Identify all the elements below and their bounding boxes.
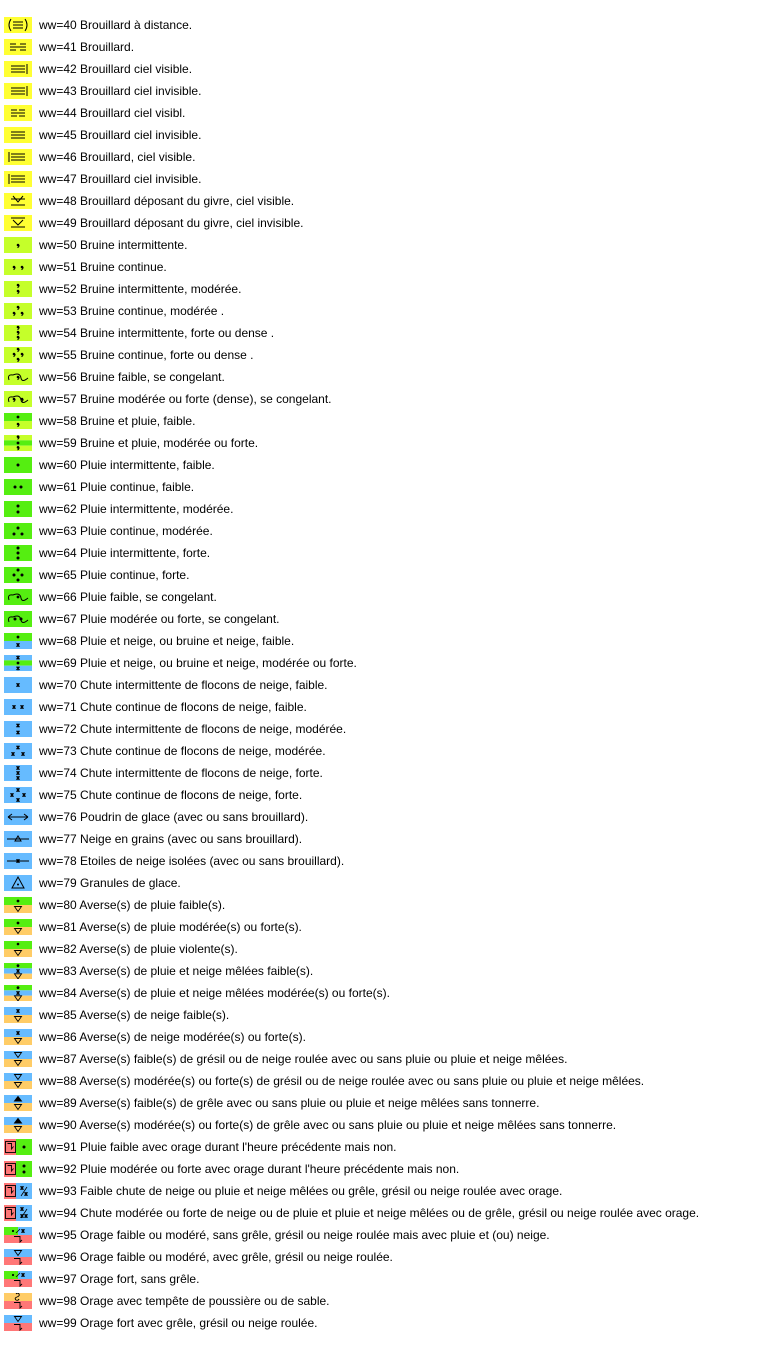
legend-row xyxy=(4,1246,699,1268)
legend-label: ww=59 Bruine et pluie, modérée ou forte. xyxy=(39,436,259,450)
legend-row xyxy=(4,168,699,190)
legend-label: ww=76 Poudrin de glace (avec ou sans brouillard). xyxy=(39,810,309,824)
legend-row xyxy=(4,894,699,916)
legend-label: ww=89 Averse(s) faible(s) de grêle avec ou sans pluie ou pluie et neige mêlées sans tonnerre. xyxy=(39,1096,540,1110)
hail-shower-icon xyxy=(4,1095,32,1111)
legend-label: ww=77 Neige en grains (avec ou sans brouillard). xyxy=(39,832,303,846)
rain-and-snow-icon xyxy=(4,655,32,671)
graupel-shower-icon xyxy=(4,1073,32,1089)
legend-label: ww=62 Pluie intermittente, modérée. xyxy=(39,502,234,516)
drizzle-icon xyxy=(4,347,32,363)
rain-shower-icon xyxy=(4,941,32,957)
legend-label: ww=63 Pluie continue, modérée. xyxy=(39,524,213,538)
legend-row xyxy=(4,344,699,366)
legend-label: ww=84 Averse(s) de pluie et neige mêlées modérée(s) ou forte(s). xyxy=(39,986,390,1000)
legend-label: ww=72 Chute intermittente de flocons de neige, modérée. xyxy=(39,722,347,736)
legend-label: ww=52 Bruine intermittente, modérée. xyxy=(39,282,242,296)
legend-row xyxy=(4,784,699,806)
hail-shower-icon xyxy=(4,1117,32,1133)
thunderstorm-past-hour-snow-icon xyxy=(4,1205,32,1221)
legend-row xyxy=(4,36,699,58)
legend-row xyxy=(4,1048,699,1070)
freezing-drizzle-icon xyxy=(4,391,32,407)
rain-snow-shower-icon xyxy=(4,963,32,979)
snow-star-crystals-icon xyxy=(4,853,32,869)
legend-label: ww=82 Averse(s) de pluie violente(s). xyxy=(39,942,238,956)
legend-row xyxy=(4,432,699,454)
thunderstorm-past-hour-rain-icon xyxy=(4,1161,32,1177)
legend-row xyxy=(4,586,699,608)
legend-label: ww=68 Pluie et neige, ou bruine et neige, faible. xyxy=(39,634,295,648)
legend-label: ww=64 Pluie intermittente, forte. xyxy=(39,546,211,560)
drizzle-icon xyxy=(4,303,32,319)
legend-label: ww=49 Brouillard déposant du givre, ciel invisible. xyxy=(39,216,304,230)
legend-row xyxy=(4,256,699,278)
legend-row xyxy=(4,1268,699,1290)
legend-row xyxy=(4,542,699,564)
legend-row xyxy=(4,80,699,102)
legend-label: ww=58 Bruine et pluie, faible. xyxy=(39,414,196,428)
drizzle-and-rain-icon xyxy=(4,435,32,451)
ww-weather-code-legend xyxy=(4,14,699,1334)
legend-label: ww=71 Chute continue de flocons de neige, faible. xyxy=(39,700,307,714)
legend-row xyxy=(4,1224,699,1246)
legend-row xyxy=(4,1092,699,1114)
legend-label: ww=80 Averse(s) de pluie faible(s). xyxy=(39,898,226,912)
legend-label: ww=60 Pluie intermittente, faible. xyxy=(39,458,215,472)
heavy-thunderstorm-icon xyxy=(4,1271,32,1287)
legend-row xyxy=(4,1026,699,1048)
legend-row xyxy=(4,366,699,388)
legend-row xyxy=(4,322,699,344)
legend-row xyxy=(4,410,699,432)
rain-icon xyxy=(4,567,32,583)
fog-patchy-icon xyxy=(4,39,32,55)
legend-row xyxy=(4,520,699,542)
heavy-thunderstorm-hail-icon xyxy=(4,1315,32,1331)
legend-label: ww=69 Pluie et neige, ou bruine et neige, modérée ou forte. xyxy=(39,656,357,670)
legend-row xyxy=(4,652,699,674)
legend-row xyxy=(4,454,699,476)
legend-label: ww=88 Averse(s) modérée(s) ou forte(s) de grésil ou de neige roulée avec ou sans pluie ou pluie et neige mêlées. xyxy=(39,1074,645,1088)
freezing-rain-icon xyxy=(4,589,32,605)
snow-grains-icon xyxy=(4,831,32,847)
legend-label: ww=54 Bruine intermittente, forte ou dense . xyxy=(39,326,275,340)
rain-icon xyxy=(4,501,32,517)
thunderstorm-past-hour-snow-icon xyxy=(4,1183,32,1199)
legend-label: ww=61 Pluie continue, faible. xyxy=(39,480,195,494)
legend-row xyxy=(4,388,699,410)
legend-row xyxy=(4,718,699,740)
legend-label: ww=53 Bruine continue, modérée . xyxy=(39,304,225,318)
legend-label: ww=48 Brouillard déposant du givre, ciel visible. xyxy=(39,194,295,208)
legend-row xyxy=(4,674,699,696)
legend-row xyxy=(4,740,699,762)
fog-distant-icon xyxy=(4,17,32,33)
legend-row xyxy=(4,476,699,498)
legend-label: ww=97 Orage fort, sans grêle. xyxy=(39,1272,200,1286)
rime-fog-sky-visible-icon xyxy=(4,193,32,209)
rain-and-snow-icon xyxy=(4,633,32,649)
rain-icon xyxy=(4,457,32,473)
legend-row xyxy=(4,872,699,894)
drizzle-and-rain-icon xyxy=(4,413,32,429)
fog-steady-sky-invisible-icon xyxy=(4,127,32,143)
legend-row xyxy=(4,916,699,938)
legend-label: ww=46 Brouillard, ciel visible. xyxy=(39,150,196,164)
fog-thickening-sky-invisible-icon xyxy=(4,171,32,187)
legend-label: ww=92 Pluie modérée ou forte avec orage durant l'heure précédente mais non. xyxy=(39,1162,460,1176)
legend-label: ww=43 Brouillard ciel invisible. xyxy=(39,84,202,98)
thunderstorm-dust-icon xyxy=(4,1293,32,1309)
rain-icon xyxy=(4,545,32,561)
thunderstorm-icon xyxy=(4,1227,32,1243)
rain-icon xyxy=(4,479,32,495)
legend-label: ww=94 Chute modérée ou forte de neige ou de pluie et pluie et neige mêlées ou de grêle, grésil ou neige roulée avec orage. xyxy=(39,1206,700,1220)
legend-label: ww=73 Chute continue de flocons de neige, modérée. xyxy=(39,744,326,758)
legend-row xyxy=(4,1290,699,1312)
legend-label: ww=42 Brouillard ciel visible. xyxy=(39,62,193,76)
legend-row xyxy=(4,1202,699,1224)
legend-row xyxy=(4,102,699,124)
fog-thinning-sky-visible-icon xyxy=(4,61,32,77)
legend-row xyxy=(4,1312,699,1334)
legend-row xyxy=(4,146,699,168)
snowflake-icon xyxy=(4,765,32,781)
rain-shower-icon xyxy=(4,897,32,913)
legend-row xyxy=(4,1136,699,1158)
legend-label: ww=51 Bruine continue. xyxy=(39,260,167,274)
legend-row xyxy=(4,608,699,630)
rain-shower-icon xyxy=(4,919,32,935)
fog-thinning-sky-invisible-icon xyxy=(4,83,32,99)
legend-row xyxy=(4,806,699,828)
legend-row xyxy=(4,762,699,784)
legend-label: ww=90 Averse(s) modérée(s) ou forte(s) de grêle avec ou sans pluie ou pluie et neige mêlées sans tonnerre. xyxy=(39,1118,617,1132)
snowflake-icon xyxy=(4,699,32,715)
legend-row xyxy=(4,300,699,322)
legend-label: ww=91 Pluie faible avec orage durant l'heure précédente mais non. xyxy=(39,1140,397,1154)
legend-row xyxy=(4,982,699,1004)
snowflake-icon xyxy=(4,721,32,737)
legend-row xyxy=(4,850,699,872)
drizzle-icon xyxy=(4,259,32,275)
legend-row xyxy=(4,1180,699,1202)
legend-label: ww=66 Pluie faible, se congelant. xyxy=(39,590,217,604)
legend-label: ww=50 Bruine intermittente. xyxy=(39,238,188,252)
legend-row xyxy=(4,124,699,146)
ice-needles-arrow-icon xyxy=(4,809,32,825)
legend-row xyxy=(4,1114,699,1136)
legend-row xyxy=(4,1004,699,1026)
thunderstorm-past-hour-rain-icon xyxy=(4,1139,32,1155)
snowflake-icon xyxy=(4,743,32,759)
legend-label: ww=41 Brouillard. xyxy=(39,40,135,54)
drizzle-icon xyxy=(4,237,32,253)
legend-label: ww=40 Brouillard à distance. xyxy=(39,18,193,32)
legend-label: ww=78 Etoiles de neige isolées (avec ou sans brouillard). xyxy=(39,854,345,868)
legend-row xyxy=(4,278,699,300)
thunderstorm-hail-icon xyxy=(4,1249,32,1265)
legend-label: ww=55 Bruine continue, forte ou dense . xyxy=(39,348,254,362)
legend-label: ww=95 Orage faible ou modéré, sans grêle, grésil ou neige roulée mais avec pluie et (ou) neige. xyxy=(39,1228,550,1242)
rime-fog-sky-invisible-icon xyxy=(4,215,32,231)
legend-row xyxy=(4,960,699,982)
legend-row xyxy=(4,696,699,718)
legend-label: ww=45 Brouillard ciel invisible. xyxy=(39,128,202,142)
legend-label: ww=70 Chute intermittente de flocons de neige, faible. xyxy=(39,678,328,692)
fog-steady-sky-visible-icon xyxy=(4,105,32,121)
legend-row xyxy=(4,564,699,586)
graupel-shower-icon xyxy=(4,1051,32,1067)
legend-label: ww=65 Pluie continue, forte. xyxy=(39,568,190,582)
freezing-drizzle-icon xyxy=(4,369,32,385)
legend-row xyxy=(4,212,699,234)
legend-label: ww=83 Averse(s) de pluie et neige mêlées faible(s). xyxy=(39,964,314,978)
snowflake-icon xyxy=(4,787,32,803)
legend-label: ww=56 Bruine faible, se congelant. xyxy=(39,370,225,384)
legend-row xyxy=(4,234,699,256)
legend-row xyxy=(4,498,699,520)
freezing-rain-icon xyxy=(4,611,32,627)
drizzle-icon xyxy=(4,281,32,297)
legend-label: ww=96 Orage faible ou modéré, avec grêle, grésil ou neige roulée. xyxy=(39,1250,393,1264)
legend-label: ww=98 Orage avec tempête de poussière ou de sable. xyxy=(39,1294,330,1308)
snow-shower-icon xyxy=(4,1007,32,1023)
legend-label: ww=85 Averse(s) de neige faible(s). xyxy=(39,1008,230,1022)
rain-icon xyxy=(4,523,32,539)
legend-row xyxy=(4,630,699,652)
snow-shower-icon xyxy=(4,1029,32,1045)
legend-row xyxy=(4,938,699,960)
legend-row xyxy=(4,1158,699,1180)
drizzle-icon xyxy=(4,325,32,341)
legend-label: ww=79 Granules de glace. xyxy=(39,876,181,890)
legend-row xyxy=(4,828,699,850)
fog-thickening-sky-visible-icon xyxy=(4,149,32,165)
legend-row xyxy=(4,1070,699,1092)
legend-label: ww=57 Bruine modérée ou forte (dense), se congelant. xyxy=(39,392,332,406)
ice-pellets-triangle-icon xyxy=(4,875,32,891)
legend-label: ww=74 Chute intermittente de flocons de neige, forte. xyxy=(39,766,323,780)
legend-label: ww=47 Brouillard ciel invisible. xyxy=(39,172,202,186)
legend-label: ww=86 Averse(s) de neige modérée(s) ou forte(s). xyxy=(39,1030,306,1044)
legend-label: ww=87 Averse(s) faible(s) de grésil ou de neige roulée avec ou sans pluie ou pluie et neige mêlées. xyxy=(39,1052,568,1066)
legend-label: ww=67 Pluie modérée ou forte, se congelant. xyxy=(39,612,280,626)
legend-label: ww=75 Chute continue de flocons de neige, forte. xyxy=(39,788,303,802)
snowflake-icon xyxy=(4,677,32,693)
legend-label: ww=44 Brouillard ciel visibl. xyxy=(39,106,186,120)
legend-label: ww=93 Faible chute de neige ou pluie et neige mêlées ou grêle, grésil ou neige roulée avec orage. xyxy=(39,1184,563,1198)
legend-row xyxy=(4,190,699,212)
legend-label: ww=99 Orage fort avec grêle, grésil ou neige roulée. xyxy=(39,1316,318,1330)
rain-snow-shower-icon xyxy=(4,985,32,1001)
legend-row xyxy=(4,58,699,80)
legend-label: ww=81 Averse(s) de pluie modérée(s) ou forte(s). xyxy=(39,920,302,934)
legend-row xyxy=(4,14,699,36)
